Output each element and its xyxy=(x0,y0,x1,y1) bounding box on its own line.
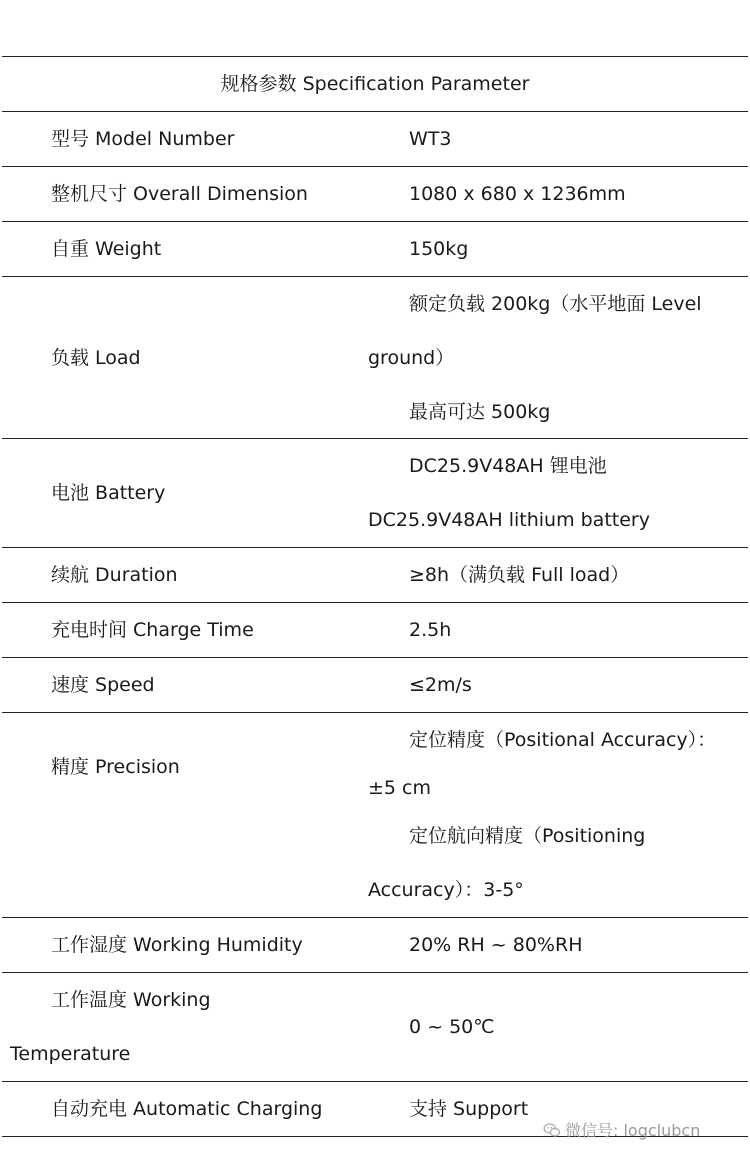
row-charge-time xyxy=(2,602,748,657)
row-overall-dimension xyxy=(2,166,748,221)
row-working-humidity xyxy=(2,917,748,972)
row-model-number xyxy=(2,111,748,166)
value-duration: ≥8h（满负载 Full load） xyxy=(409,564,630,586)
value-battery-line-1: DC25.9V48AH 锂电池 xyxy=(409,455,607,477)
label-model-number: 型号 Model Number xyxy=(51,128,235,150)
label-battery: 电池 Battery xyxy=(51,482,166,504)
label-automatic-charging: 自动充电 Automatic Charging xyxy=(51,1098,323,1120)
value-precision xyxy=(368,713,744,917)
value-working-temperature: 0 ~ 50℃ xyxy=(409,1016,495,1038)
label-speed: 速度 Speed xyxy=(51,674,155,696)
watermark xyxy=(543,1118,700,1141)
value-precision-line-3: 定位航向精度（Positioning xyxy=(409,825,646,847)
value-charge-time: 2.5h xyxy=(409,619,452,641)
value-model-number: WT3 xyxy=(409,128,452,150)
value-load-line-1: 额定负载 200kg（水平地面 Level xyxy=(409,293,702,315)
wechat-icon xyxy=(543,1121,561,1139)
value-overall-dimension: 1080 x 680 x 1236mm xyxy=(409,183,626,205)
row-working-temperature xyxy=(2,972,748,1081)
table-title: 规格参数 Specification Parameter xyxy=(2,56,748,111)
value-load-line-3: 最高可达 500kg xyxy=(409,401,551,423)
label-load: 负载 Load xyxy=(51,347,141,369)
row-speed xyxy=(2,657,748,712)
label-weight: 自重 Weight xyxy=(51,238,162,260)
value-automatic-charging: 支持 Support xyxy=(409,1098,529,1120)
watermark-text: 微信号: logclubcn xyxy=(565,1121,701,1140)
row-load xyxy=(2,276,748,438)
value-speed: ≤2m/s xyxy=(409,674,472,696)
value-load-line-2: ground） xyxy=(368,347,455,369)
value-working-humidity: 20% RH ~ 80%RH xyxy=(409,934,583,956)
value-battery xyxy=(368,439,744,547)
label-precision: 精度 Precision xyxy=(51,756,180,778)
label-working-temperature xyxy=(10,973,310,1081)
value-precision-line-1: 定位精度（Positional Accuracy）： xyxy=(409,729,717,751)
label-overall-dimension: 整机尺寸 Overall Dimension xyxy=(51,183,308,205)
row-duration xyxy=(2,547,748,602)
value-precision-line-2: ±5 cm xyxy=(368,777,432,799)
value-weight: 150kg xyxy=(409,238,469,260)
row-precision xyxy=(2,712,748,917)
value-precision-line-4: Accuracy）：3-5° xyxy=(368,879,524,901)
label-duration: 续航 Duration xyxy=(51,564,178,586)
label-working-temperature-line-2: Temperature xyxy=(10,1043,131,1065)
label-working-humidity: 工作湿度 Working Humidity xyxy=(51,934,303,956)
value-battery-line-2: DC25.9V48AH lithium battery xyxy=(368,509,650,531)
label-working-temperature-line-1: 工作温度 Working xyxy=(51,989,211,1011)
row-weight xyxy=(2,221,748,276)
value-load xyxy=(368,277,744,439)
label-charge-time: 充电时间 Charge Time xyxy=(51,619,254,641)
row-battery xyxy=(2,438,748,547)
spec-table xyxy=(2,56,748,1137)
